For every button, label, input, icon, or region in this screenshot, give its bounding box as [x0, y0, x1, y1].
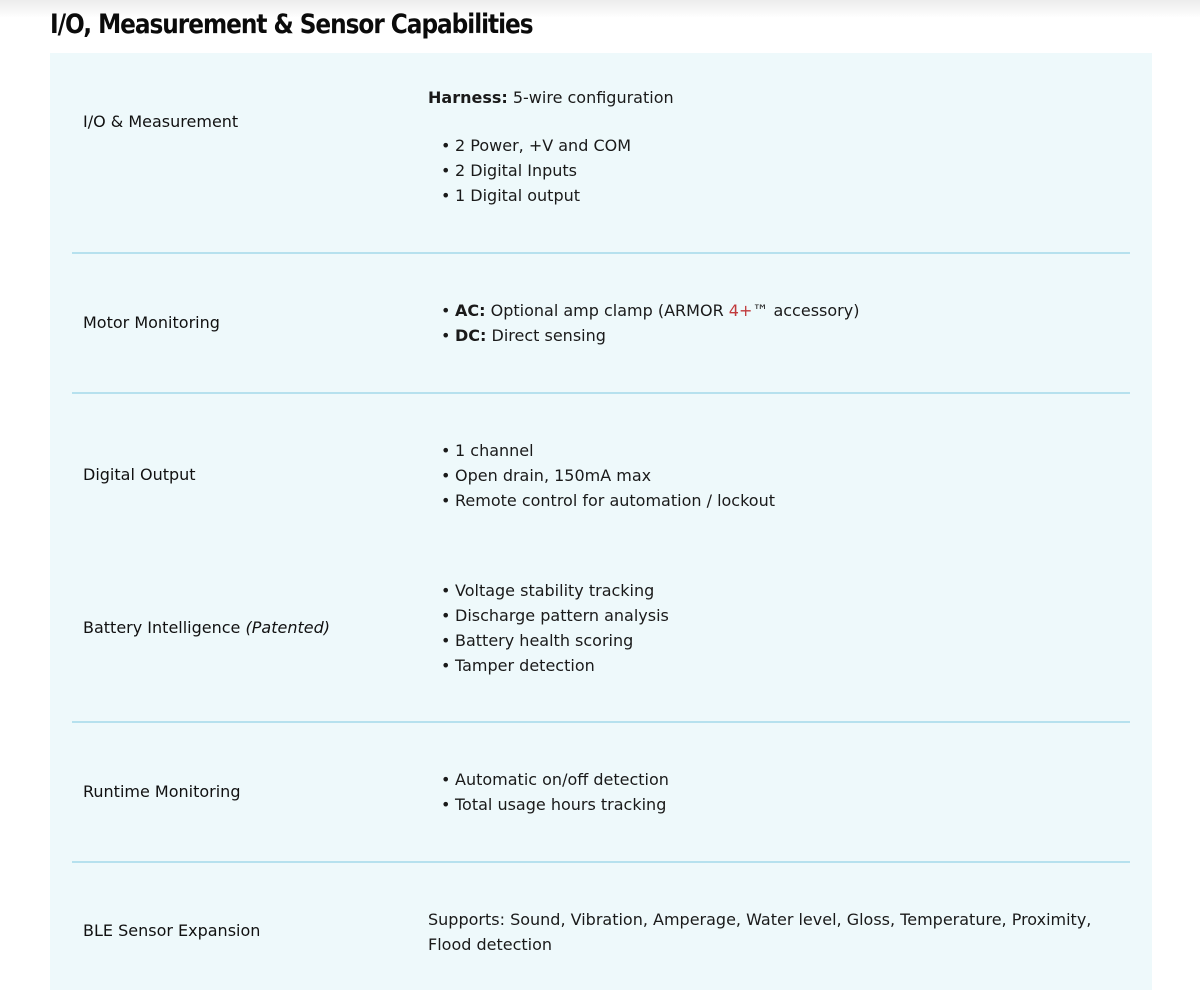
list-item: • Battery health scoring: [441, 631, 634, 650]
list-item: • 1 Digital output: [441, 186, 581, 205]
list-item: • 2 Power, +V and COM: [441, 136, 632, 155]
patented-note: (Patented): [245, 618, 330, 637]
spec-card: [50, 53, 1152, 990]
row-value: [428, 438, 1118, 513]
row-label: Digital Output: [83, 465, 196, 484]
list-item: • Discharge pattern analysis: [441, 606, 669, 625]
list-item: • Remote control for automation / lockout: [441, 491, 775, 510]
list-item: • 1 channel: [441, 441, 534, 460]
list-item: • DC: Direct sensing: [441, 326, 606, 345]
list-item: • Automatic on/off detection: [441, 770, 669, 789]
battery-list: [428, 578, 1118, 678]
page-title: I/O, Measurement & Sensor Capabilities: [50, 9, 533, 40]
ble-support-text: Supports: Sound, Vibration, Amperage, Water level, Gloss, Temperature, Proximity, Flood detection: [428, 910, 1092, 954]
row-divider: [72, 252, 1130, 254]
motor-list: [428, 298, 1118, 348]
row-label: I/O & Measurement: [83, 112, 239, 131]
row-divider: [72, 392, 1130, 394]
list-item: • Tamper detection: [441, 656, 595, 675]
io-list: [428, 133, 1118, 208]
list-item: • Open drain, 150mA max: [441, 466, 652, 485]
list-item: • Total usage hours tracking: [441, 795, 667, 814]
row-value: [428, 85, 1118, 208]
runtime-list: [428, 767, 1118, 817]
row-divider: [72, 721, 1130, 723]
harness-value: 5-wire configuration: [507, 88, 674, 107]
list-item: • 2 Digital Inputs: [441, 161, 578, 180]
harness-label: Harness:: [428, 88, 508, 107]
list-item: • Voltage stability tracking: [441, 581, 655, 600]
row-divider: [72, 861, 1130, 863]
row-label: Battery Intelligence (Patented): [83, 618, 330, 637]
armor-accent: 4+: [728, 301, 753, 320]
list-item: • AC: Optional amp clamp (ARMOR 4+™ accessory): [441, 301, 860, 320]
row-label: Runtime Monitoring: [83, 782, 241, 801]
row-label: Motor Monitoring: [83, 313, 220, 332]
row-value: [428, 298, 1118, 348]
digital-output-list: [428, 438, 1118, 513]
row-value: [428, 907, 1108, 957]
row-label: BLE Sensor Expansion: [83, 921, 261, 940]
harness-line: [428, 85, 1118, 110]
row-value: [428, 767, 1118, 817]
row-value: [428, 578, 1118, 678]
